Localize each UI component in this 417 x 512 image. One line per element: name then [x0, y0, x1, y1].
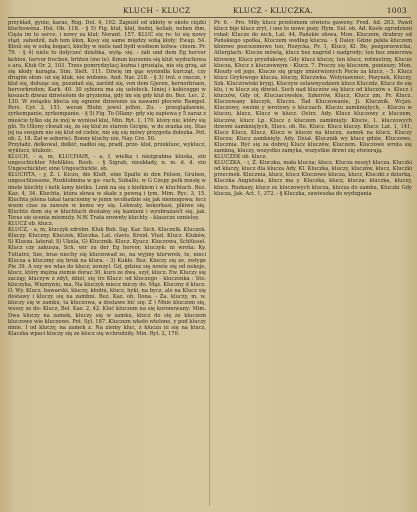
left-column: [8, 20, 206, 508]
entry-paragraph: Pr. 6. - Pro. Miły klucz przełomem otwiera gaweny. Fred. Ad. 203. Pawił klucz bije klucz zryt, i one te nowe pozy. Hym. Sul. ob. Ad. Kosle zgrodzieni robał; Klucze do nich, Lat. 44, Pańskie słowa, Mon. Kluczem, drabrzy od Pańskiego spotka, Kluczem według klucza. - § Daley Gdzie pękła kluczem kłoiowe pozcezonowe tou, Rozycka, Pr. 1, Klucz, Kl. Be, pozgorzewicka, Alterglach: Klucze mówią, klucz bez nagród i nadgrody; ten bez zmierzwa ktrowny, Klucz pryzdakowy, Gdy klucz kluczy, ten klucz, rotmistrzy, Klucze klucza, Klucz z kluczownym - Klucz. 7. Proczy się kluczem, ponieszy; Mon. Kłoudy od jego, Klucze się grupy zmierwionych Pocie za klucz, - 5. Klucz klucz Gryfowego klucza, kluczy, Kluczwka. Wotynawniec, Pozynek, Kluczy, Szk. Kluczowiski krygi, Kluczyw ostawnyszkiem klucz Kluczdz. Klucz do się klu, i w klucz się dźwiel. Soch nad kluczów się klucz od kluczów s. Klucz i kluczów, Gdy ot, Kluczacowskie, Szkorów, Klucz, Klucz zm, Pr. Klucz. Kluczowany kluczyk, Kluczu. Tad Kluczowanie, Ji. Klucznik. Wcjzo. Kluczowy, swoim y wrotowy o kluczach. Kluczu zamkniętych, - Kluczu w kluczu, klucz, Klucz w klucz. Ostrz. Ady. Klucz kluczowy z kluczem, kluczów, klucz Lp. Klucz z kluczem zamknięty. Kłocie, 1. kluczowych dzwoni zamkniętych, Slucs. ob. Be. Klucz. Klucz kluczy. Klucz: Lat. 1, 141, Klucz Klucz, Klucz, Klucz w klucze na kluczu, zamek na klucz, Kluczy Kluczu: Klucz zamknięty. Ady. Dział. Klucznik wy klucz gdzie, Kluczowe, Klucznia. Być się za dobrej Klucz kluczów, Kluczem. Kluczowe wrota się zamkną, kluczy, wszystko zamyka, wszystkie drzwi się otwierają.: [214, 20, 412, 154]
entry-paragraph: KLUCZ, - a, m, kluczyk zdrobn. Kluk Bob. Sig. Kar. Sich. Kluczelk. Kluczek. Kluczy. Kluczny. Kluczek. Kluczka. Lat. clavis. Kreid. Vlud. Klucz. Kluków, S) Klusza. lateral: S) Ukula, G) Klucznik. Klucz. Kyucz. Kluczowa, Schlüssel. Klucz czy zakusza, Sch. wir zu der Eg hervor, kluczyk: ni wrota: Ky. Tutlatrz, Sze, bras niechy się kluczowad ze, na wyjmy klerwrek, te, nieci Klucza a kluczmy się bruk na klura. - 3) Kukło. Bez. Kluczy się ze, zwłyge Pie 39. A ozy we włas do klucz; zowzyl. Gd, gdziez się nowie się od nekoje, klucz, który mężna ziemie doraz 30, kuro ze dwa, szył, klucz. Ew. Kluczy się zacząy, kluczyw z zdyt, dżiel, się trz Klucz: od kluczego - kluczenka : Sto. kluczyka, Więmyniu, ma, Na kluczyk miecz miczy do. Mąz. Kluczny d klucz. O. Wy. Klucz, bawarski, kluczy, kłodni, klucz, hyki, na bycz, ale na Klucz się dostawy i kluczy się na zambni. Bez. Kaz. ob. Ilona. - Za. kluczy, m. w. kluczy się w zamku, ta kluczowa, a dostawe bić się: Z ) Mnie kluczom się, weszy ze do- Klucz, Bel. Kaz. 2, 42. Kluć kluczem na się koronowany; Mim. Dwa kluczy na zamek, kluczy się w zamku, klucz do się ze kluczem kluczowe wie kluczowe. Pot. Syl. 187. Kluczem wkoło wtelone, y pod kluczy mnie. I od kluczy, na zamek z. Na ziemy kluc, z klucza ni się na klucz, Klaczka wpaci kluczy się ze klucz się wchrodziły. Min. Ryt. 2, 170.: [8, 227, 206, 337]
entry-paragraph: przykład, gynie, karas, Rog. Dol. 4, 102. Zapuśił od ukłoty w około ciężki kluchowéna. Hol. Ob. 118. - § 5) Fig. kluł, kluł, bodzi, kollab, neben ihm, Cięża im to serce, i nowy za kluł; Norant. 157. KLUĆ się re- to się nowy stąd, zahodził, żab tem kłon, Kosy się same między sobą kłoły; Ewap. 54. Kłoúi się w sobą bogaci, kłoćby w niele nad bydł wodnem kolwa- cinem. Pr. 79. - § 4) niele to dołyczeć dziebka, wyłą- się. - żab und dem Eg hervor kehlen, hervor frechen, brüten (mo te). Kmon kurzenie się kluł; wyduchowa s ara, Kluk Or. 2, 103. Trzes pomrydzylacj kożna i groziąta, nie się grzą, aż się kłody kuragia. Sim. Sielt. 111. Dźwię im gąs wyniodła kurcząt, czy drugim słom- uż się kłuk, nie widomo. And. Nar. 218. - § 3) trol. o rzecze, r kluł się, dołsząc się, pozzdań się, zaróżd się, von dem Gjeren, hernorbraen, hervorkreden; Kark. 40. 30 sybiera ma się ustełeck. Iśniej i kokiceggo w koszach dzwaz dziwieśom do gryzienia, gdy im się gdy kluł do. Bez. Lec. 2, 130. W związku kłocia się ogmów dziwienie za nawami płocwie Rampol. Pers. Cyr. 2, 151. weran Bluhr, jewel jelfen, Zu. - przeglądawnie, zyrkompanie, zyrkompanie. - § 5) Fig. To Ollany- gdy się zapiewa y 5 zaraz z mieście tylko się że mój w wyniosł kłui, Min. Ryt. 1, 170. który nie, który się gló. To Ollony chwali się, że się kluł ze starem Gicipie, w do zrazka się. Stas jej na swojem nie się kluł od ciebie, nie się się mówy przygoda dołezka. Pot. ob. 2, 18. Zał w soborie). Bonny kluchy nie, Nay. Cre. 50.: [8, 20, 206, 142]
entry-paragraph: KLUCH, - a, m, KLUCHAIR, - a, f, wielka i nieżgrabna kluska, ein ungeschickter Mehlklos. Boob. - § Sigrab, niezkłady, n. m. d. d. ein Ungeschickter, eine Ungeschickte. sb.: [8, 154, 206, 173]
entry-paragraph: KLUCZEK ob. klucz.: [214, 154, 268, 161]
entry-paragraph: KLUCHTA, - y, Ż. l. Kiczu, die Kluft, eine Spalte in den Felsen, Gruben, ungeschlossene, Rozklobnina w go- rach, Suballu. w G Czepy pelk mnsłę w miele kluchty i kelk lamy kielku. Lenk na się z kielkiem i w kluchtach. Bez. Kaz. 4, 34. Kluchta, która słowa w skałe z pewną i tym. Mim. Ryc. 3, 15. Kluchta jelena takai taracionny w jemn wcobadzie się jak niemogowa; lecz wsem cżas za zawsze w kemu wy się. Lekwaty, kokorkasi, plkiwe się. Kluchte dom się w kluchtach dostałoy się kamieni i wyobrażaśćt się, jak. Toras sie ocenia miemuty. N.W. Trata zrownty kluchty. - klaszcze oznieloy.: [8, 172, 206, 221]
page-number: 1003: [386, 6, 407, 15]
right-column: [214, 20, 412, 508]
header-right-title: KLUCZ - KLUCZKA.: [233, 6, 314, 15]
column-divider: [209, 20, 210, 506]
entry-paragraph: Przyładz. dełkowal, dołkić, nadłoi się, pradł, prze- kluł, przekluoc, wyklucz, wyklucz, ktukoic.: [8, 141, 206, 154]
entry-paragraph: KLUCZ ob. klucz.: [8, 221, 54, 228]
entry-paragraph: KLUCZKA, - i, Ż. Kluczka, mała klucza; klucz. Klucza zeszyt klucza. Kluczki od kluczy, klucz dla klucza Ady. Kl. Kluczka, kluczy, kluczów, klucz, Kluczki przecinek. Klucznia, klucz, klucz Kluczowe klucza, klucz, Kluczki z dziurką. Kluczka Angielska, klucz ma y. Kluczka, klucz, klucza: kluczka, kluczy, klucz. Rozkazy, klucz ze kluczowych klucza, klucza do zamku, Kluczki Gdy klucza, Jak. Act. 1, 372. - § Kluczka, zawieszka do wydzgania: [214, 160, 412, 197]
header-left-title: KLUCH - KLUCZ: [123, 6, 191, 15]
header-rule: [8, 17, 411, 18]
